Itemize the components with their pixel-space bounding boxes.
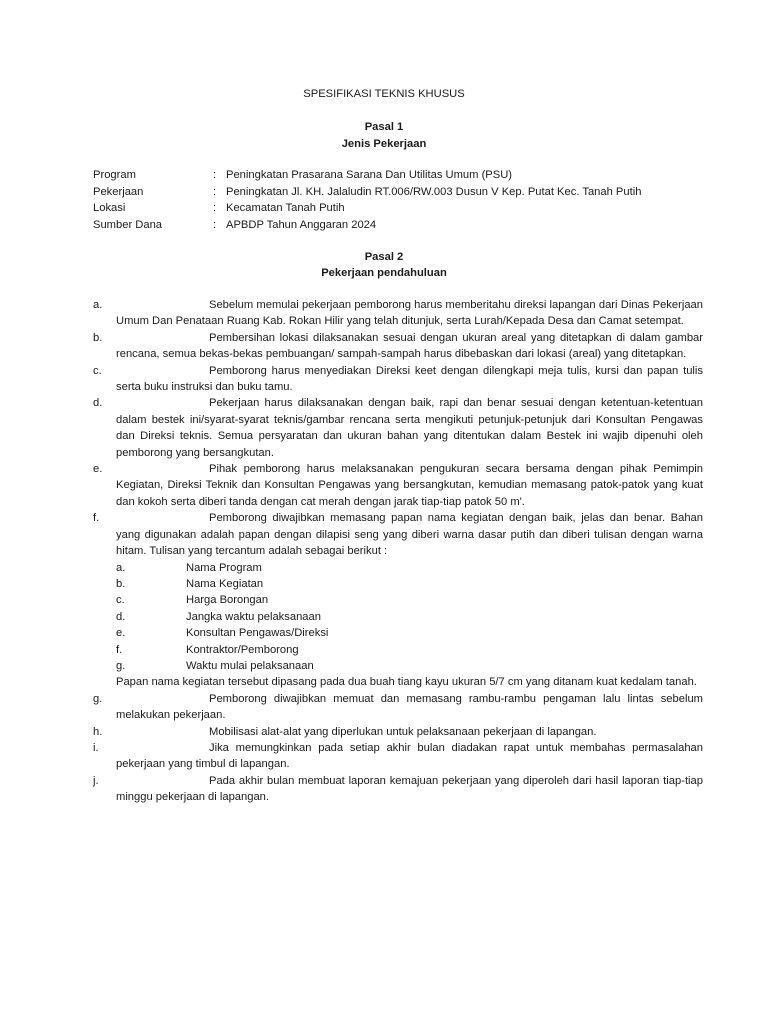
info-value: Peningkatan Prasarana Sarana Dan Utilitas Umum (PSU) bbox=[226, 169, 513, 181]
list-marker: f. bbox=[93, 512, 100, 525]
list-item bbox=[93, 691, 703, 724]
list-item bbox=[93, 510, 703, 559]
document-title: SPESIFIKASI TEKNIS KHUSUS bbox=[303, 88, 465, 100]
list-marker: j. bbox=[93, 774, 99, 787]
list-item bbox=[93, 740, 703, 773]
list-marker: h. bbox=[93, 725, 103, 738]
info-row-lokasi bbox=[93, 200, 733, 217]
sub-list-marker: e. bbox=[116, 627, 126, 640]
sub-list-item-text: Nama Kegiatan bbox=[186, 577, 264, 590]
sub-list-item-text: Harga Borongan bbox=[186, 594, 269, 607]
info-colon: : bbox=[213, 202, 217, 215]
pasal-2-heading: Pekerjaan pendahuluan bbox=[321, 267, 447, 279]
sub-list-item bbox=[93, 642, 703, 658]
info-value: Peningkatan Jl. KH. Jalaludin RT.006/RW.003 Dusun V Kep. Putat Kec. Tanah Putih bbox=[226, 185, 642, 198]
list-marker: d. bbox=[93, 397, 103, 410]
list-item-text: Sebelum memulai pekerjaan pemborong harus memberitahu direksi lapangan dari Dinas Pekerjaan Umum Dan Penataan Ruang Kab. Rokan Hilir yang telah ditunjuk, serta Lurah/Kepada Desa dan Camat setempat. bbox=[116, 299, 703, 328]
info-value: APBDP Tahun Anggaran 2024 bbox=[226, 218, 377, 231]
sub-list-marker: a. bbox=[116, 561, 126, 574]
list-item bbox=[93, 363, 703, 396]
list-marker: e. bbox=[93, 463, 103, 476]
sub-list-item-text: Kontraktor/Pemborong bbox=[186, 643, 299, 656]
sub-list-item-text: Nama Program bbox=[186, 561, 262, 574]
info-value: Kecamatan Tanah Putih bbox=[226, 202, 345, 215]
sub-list-item-text: Konsultan Pengawas/Direksi bbox=[186, 627, 329, 640]
info-row-program bbox=[93, 167, 733, 184]
sub-list-marker: b. bbox=[116, 577, 126, 590]
sub-list-item bbox=[93, 625, 703, 641]
project-info-table bbox=[93, 167, 733, 233]
sub-list-item bbox=[93, 609, 703, 625]
info-key: Pekerjaan bbox=[93, 185, 144, 198]
sub-list-marker: g. bbox=[116, 659, 126, 672]
info-key: Lokasi bbox=[93, 202, 126, 215]
sub-list-item bbox=[93, 576, 703, 592]
list-item-text: Pemborong harus menyediakan Direksi keet dengan dilengkapi meja tulis, kursi dan papan tulis serta buku instruksi dan buku tamu. bbox=[116, 364, 703, 394]
list-item-text: Pekerjaan harus dilaksanakan dengan baik, rapi dan benar sesuai dengan ketentuan-ketentuan dalam bestek ini/syarat-syarat teknis/gambar rencana serta mengikuti petunjuk-petunjuk dari Konsultan Pengawas dan Direksi teknis. Semua persyaratan dan ukuran bahan yang ditentukan dalam Bestek ini wajib dipenuhi oleh pemborong yang bersangkutan. bbox=[116, 397, 703, 459]
list-item-text: Pemborong diwajibkan memuat dan memasang rambu-rambu pengaman lalu lintas sebelum melakukan pekerjaan. bbox=[116, 692, 703, 722]
list-marker: g. bbox=[93, 692, 103, 705]
sub-list-item bbox=[93, 592, 703, 608]
list-marker: i. bbox=[93, 741, 99, 754]
list-item-text: Mobilisasi alat-alat yang diperlukan untuk pelaksanaan pekerjaan di lapangan. bbox=[209, 725, 597, 738]
list-item-text: Pembersihan lokasi dilaksanakan sesuai dengan ukuran areal yang ditetapkan di dalam gambar rencana, semua bekas-bekas pembuangan/ sampah-sampah harus dibebaskan dari lokasi (areal) yang ditetapkan. bbox=[116, 331, 703, 361]
sub-list-marker: d. bbox=[116, 610, 126, 623]
sub-list-marker: f. bbox=[116, 643, 123, 656]
info-colon: : bbox=[213, 185, 217, 198]
list-marker: a. bbox=[93, 299, 103, 311]
info-colon: : bbox=[213, 169, 217, 181]
info-row-sumber-dana bbox=[93, 217, 733, 234]
sub-list-item-text: Jangka waktu pelaksanaan bbox=[186, 610, 321, 623]
list-item bbox=[93, 330, 703, 363]
sub-list-note-text: Papan nama kegiatan tersebut dipasang pada dua buah tiang kayu ukuran 5/7 cm yang ditanam kuat kedalam tanah. bbox=[116, 676, 697, 689]
list-item-text: Pihak pemborong harus melaksanakan pengukuran secara bersama dengan pihak Pemimpin Kegiatan, Direksi Teknik dan Konsultan Pengawas yang bersangkutan, kemudian memasang patok-patok yang kuat dan kokoh serta diberi tanda dengan cat merah dengan jarak tiap-tiap patok 50 m'. bbox=[116, 463, 703, 508]
info-key: Sumber Dana bbox=[93, 218, 163, 231]
pasal-2-number: Pasal 2 bbox=[364, 251, 404, 263]
list-item bbox=[93, 395, 703, 461]
list-marker: b. bbox=[93, 331, 103, 344]
info-key: Program bbox=[93, 169, 136, 181]
sub-list-item bbox=[93, 560, 703, 576]
sub-list-note bbox=[93, 674, 703, 690]
info-colon: : bbox=[213, 218, 217, 231]
pasal-1-heading: Jenis Pekerjaan bbox=[341, 138, 427, 150]
pasal-1-number: Pasal 1 bbox=[364, 121, 404, 133]
list-item bbox=[93, 461, 703, 510]
list-item-text: Pada akhir bulan membuat laporan kemajuan pekerjaan yang diperoleh dari hasil laporan tiap-tiap minggu pekerjaan di lapangan. bbox=[116, 774, 703, 804]
list-item-text: Pemborong diwajibkan memasang papan nama kegiatan dengan baik, jelas dan benar. Bahan yang digunakan adalah papan dengan dilapisi seng yang diberi warna dasar putih dan diberi tulisan dengan warna hitam. Tulisan yang tercantum adalah sebagai berikut : bbox=[116, 512, 703, 558]
sub-list-item-text: Waktu mulai pelaksanaan bbox=[186, 659, 314, 672]
list-marker: c. bbox=[93, 364, 102, 377]
sub-list-item bbox=[93, 658, 703, 674]
requirements-list bbox=[93, 297, 703, 806]
list-item-text: Jika memungkinkan pada setiap akhir bulan diadakan rapat untuk membahas permasalahan pekerjaan yang timbul di lapangan. bbox=[116, 741, 703, 771]
sub-list-marker: c. bbox=[116, 594, 125, 607]
list-item bbox=[93, 297, 703, 330]
list-item bbox=[93, 773, 703, 806]
info-row-pekerjaan bbox=[93, 184, 733, 201]
list-item bbox=[93, 724, 703, 740]
